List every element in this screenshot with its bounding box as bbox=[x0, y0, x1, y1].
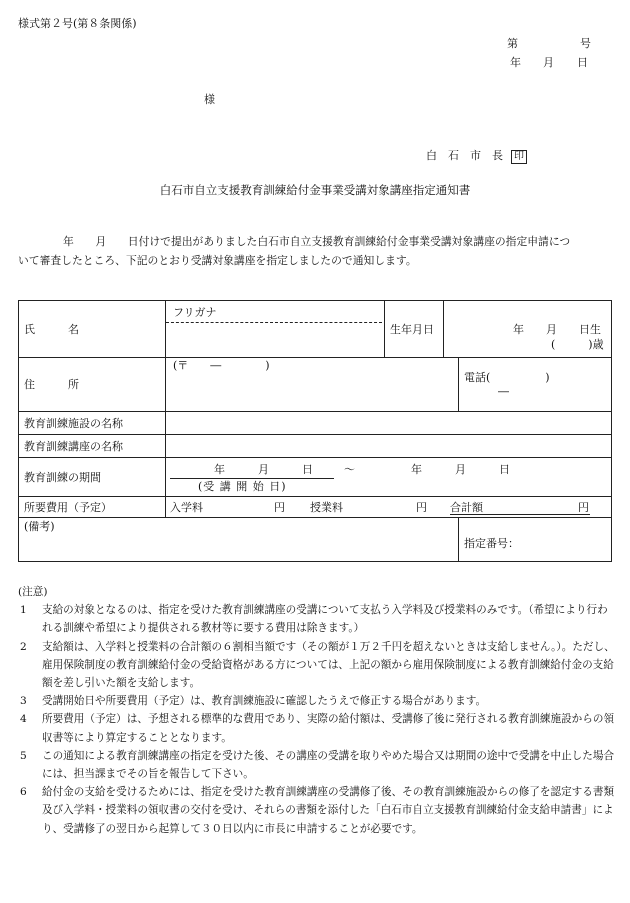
period-start: 年 月 日 bbox=[214, 463, 313, 476]
entrance-fee-yen: 円 bbox=[274, 501, 285, 514]
total-underline bbox=[450, 514, 590, 515]
note-text: 支給の対象となるのは、指定を受けた教育訓練講座の受講について支払う入学料及び授業料のみです。（希望により行われる訓練や希望により提供される教材等に要する費用は除きます。） bbox=[42, 604, 608, 635]
postal-code: (〒 ― ) bbox=[173, 359, 270, 372]
note-text: 所要費用（予定）は、予想される標準的な費用であり、実際の給付額は、受講修了後に発行される教育訓練施設からの領収書等により算定することとなります。 bbox=[42, 713, 615, 744]
dob-value: 年 月 日生 bbox=[513, 323, 601, 336]
period-tilde: 〜 bbox=[344, 463, 355, 476]
note-item bbox=[18, 710, 618, 746]
period-label: 教育訓練の期間 bbox=[24, 471, 101, 484]
furigana-label: フリガナ bbox=[173, 306, 217, 319]
document-no-prefix: 第 bbox=[507, 37, 518, 50]
tuition-yen: 円 bbox=[416, 501, 427, 514]
note-text: 受講開始日や所要費用（予定）は、教育訓練施設に確認したうえで修正する場合があります。 bbox=[42, 695, 487, 708]
period-end: 年 月 日 bbox=[411, 463, 510, 476]
remarks-label: (備考) bbox=[24, 520, 55, 533]
period-start-underline bbox=[170, 478, 334, 479]
note-text: この通知による教育訓練講座の指定を受けた後、その講座の受講を取りやめた場合又は期間の途中で受講を中止した場合には、担当課までその旨を報告して下さい。 bbox=[42, 749, 615, 781]
name-dob-divider bbox=[384, 300, 385, 357]
issuer bbox=[426, 150, 527, 164]
note-number: 5 bbox=[20, 749, 27, 762]
note-number: 2 bbox=[20, 640, 27, 653]
notes-list bbox=[18, 601, 618, 838]
label-column-divider bbox=[165, 300, 166, 517]
dob-label: 生年月日 bbox=[390, 323, 434, 336]
row-divider bbox=[18, 357, 612, 358]
entrance-fee-label: 入学料 bbox=[170, 501, 203, 514]
document-no-suffix: 号 bbox=[580, 37, 591, 50]
row-divider bbox=[18, 411, 612, 412]
total-yen: 円 bbox=[578, 501, 589, 514]
date-month: 月 bbox=[543, 56, 554, 69]
note-item bbox=[18, 638, 618, 693]
notes-section bbox=[18, 583, 618, 838]
note-item bbox=[18, 783, 618, 838]
form-number: 様式第２号(第８条関係) bbox=[18, 17, 137, 30]
age-value: ( )歳 bbox=[551, 338, 604, 351]
table-border-bottom bbox=[18, 561, 612, 562]
note-number: 4 bbox=[20, 713, 27, 726]
details-table bbox=[18, 300, 612, 562]
intro-line-2: いて審査したところ、下記のとおり受講対象講座を指定しましたので通知します。 bbox=[18, 254, 417, 267]
note-item bbox=[18, 601, 618, 637]
note-text: 支給額は、入学料と授業料の合計額の６割相当額です（その額が１万２千円を超えないときは支給しません。）。ただし、雇用保険制度の教育訓練給付金の受給資格がある方については、上記の額から雇用保険制度による教育訓練給付金の支給額を差し引いた額を支給します。 bbox=[42, 640, 615, 690]
table-border-top bbox=[18, 300, 612, 301]
seal-mark: 印 bbox=[511, 150, 527, 164]
course-label: 教育訓練講座の名称 bbox=[24, 440, 123, 453]
cost-label: 所要費用（予定） bbox=[24, 501, 112, 514]
row-divider bbox=[18, 457, 612, 458]
dob-value-divider bbox=[443, 300, 444, 357]
note-number: 6 bbox=[20, 786, 27, 799]
row-divider bbox=[18, 434, 612, 435]
phone-label: 電話( ) bbox=[464, 371, 550, 384]
facility-label: 教育訓練施設の名称 bbox=[24, 417, 123, 430]
note-number: 3 bbox=[20, 695, 27, 708]
name-label: 氏 名 bbox=[24, 323, 79, 336]
note-item bbox=[18, 692, 618, 710]
tuition-label: 授業料 bbox=[310, 501, 343, 514]
row-divider bbox=[18, 496, 612, 497]
date-year: 年 bbox=[510, 56, 521, 69]
address-phone-divider bbox=[458, 357, 459, 411]
addressee-suffix: 様 bbox=[204, 93, 215, 106]
document-title: 白石市自立支援教育訓練給付金事業受講対象講座指定通知書 bbox=[159, 183, 471, 197]
date-day: 日 bbox=[577, 56, 588, 69]
note-item bbox=[18, 747, 618, 783]
note-number: 1 bbox=[20, 604, 27, 617]
table-border-left bbox=[18, 300, 19, 562]
intro-line-1: 年 月 日付けで提出がありました白石市自立支援教育訓練給付金事業受講対象講座の指定申請につ bbox=[63, 235, 571, 248]
furigana-divider bbox=[166, 322, 382, 323]
address-label: 住 所 bbox=[24, 378, 79, 391]
remarks-designation-divider bbox=[458, 517, 459, 561]
period-start-note: (受 講 開 始 日) bbox=[198, 480, 287, 493]
table-border-right bbox=[611, 300, 612, 562]
total-label: 合計額 bbox=[450, 501, 483, 514]
issuer-name: 白 石 市 長 bbox=[426, 149, 503, 162]
designation-number-label: 指定番号： bbox=[464, 537, 519, 550]
phone-dash: ― bbox=[498, 385, 509, 398]
row-divider bbox=[18, 517, 612, 518]
notes-heading: (注意) bbox=[18, 586, 48, 598]
note-text: 給付金の支給を受けるためには、指定を受けた教育訓練講座の受講修了後、その教育訓練施設からの修了を認定する書類及び入学料・授業料の領収書の交付を受け、それらの書類を添付した「白石市自立支援教育訓練給付金支給申請書」により、受講修了の翌日から起算して３０日以内に市長に申請することが必要です。 bbox=[42, 786, 615, 835]
